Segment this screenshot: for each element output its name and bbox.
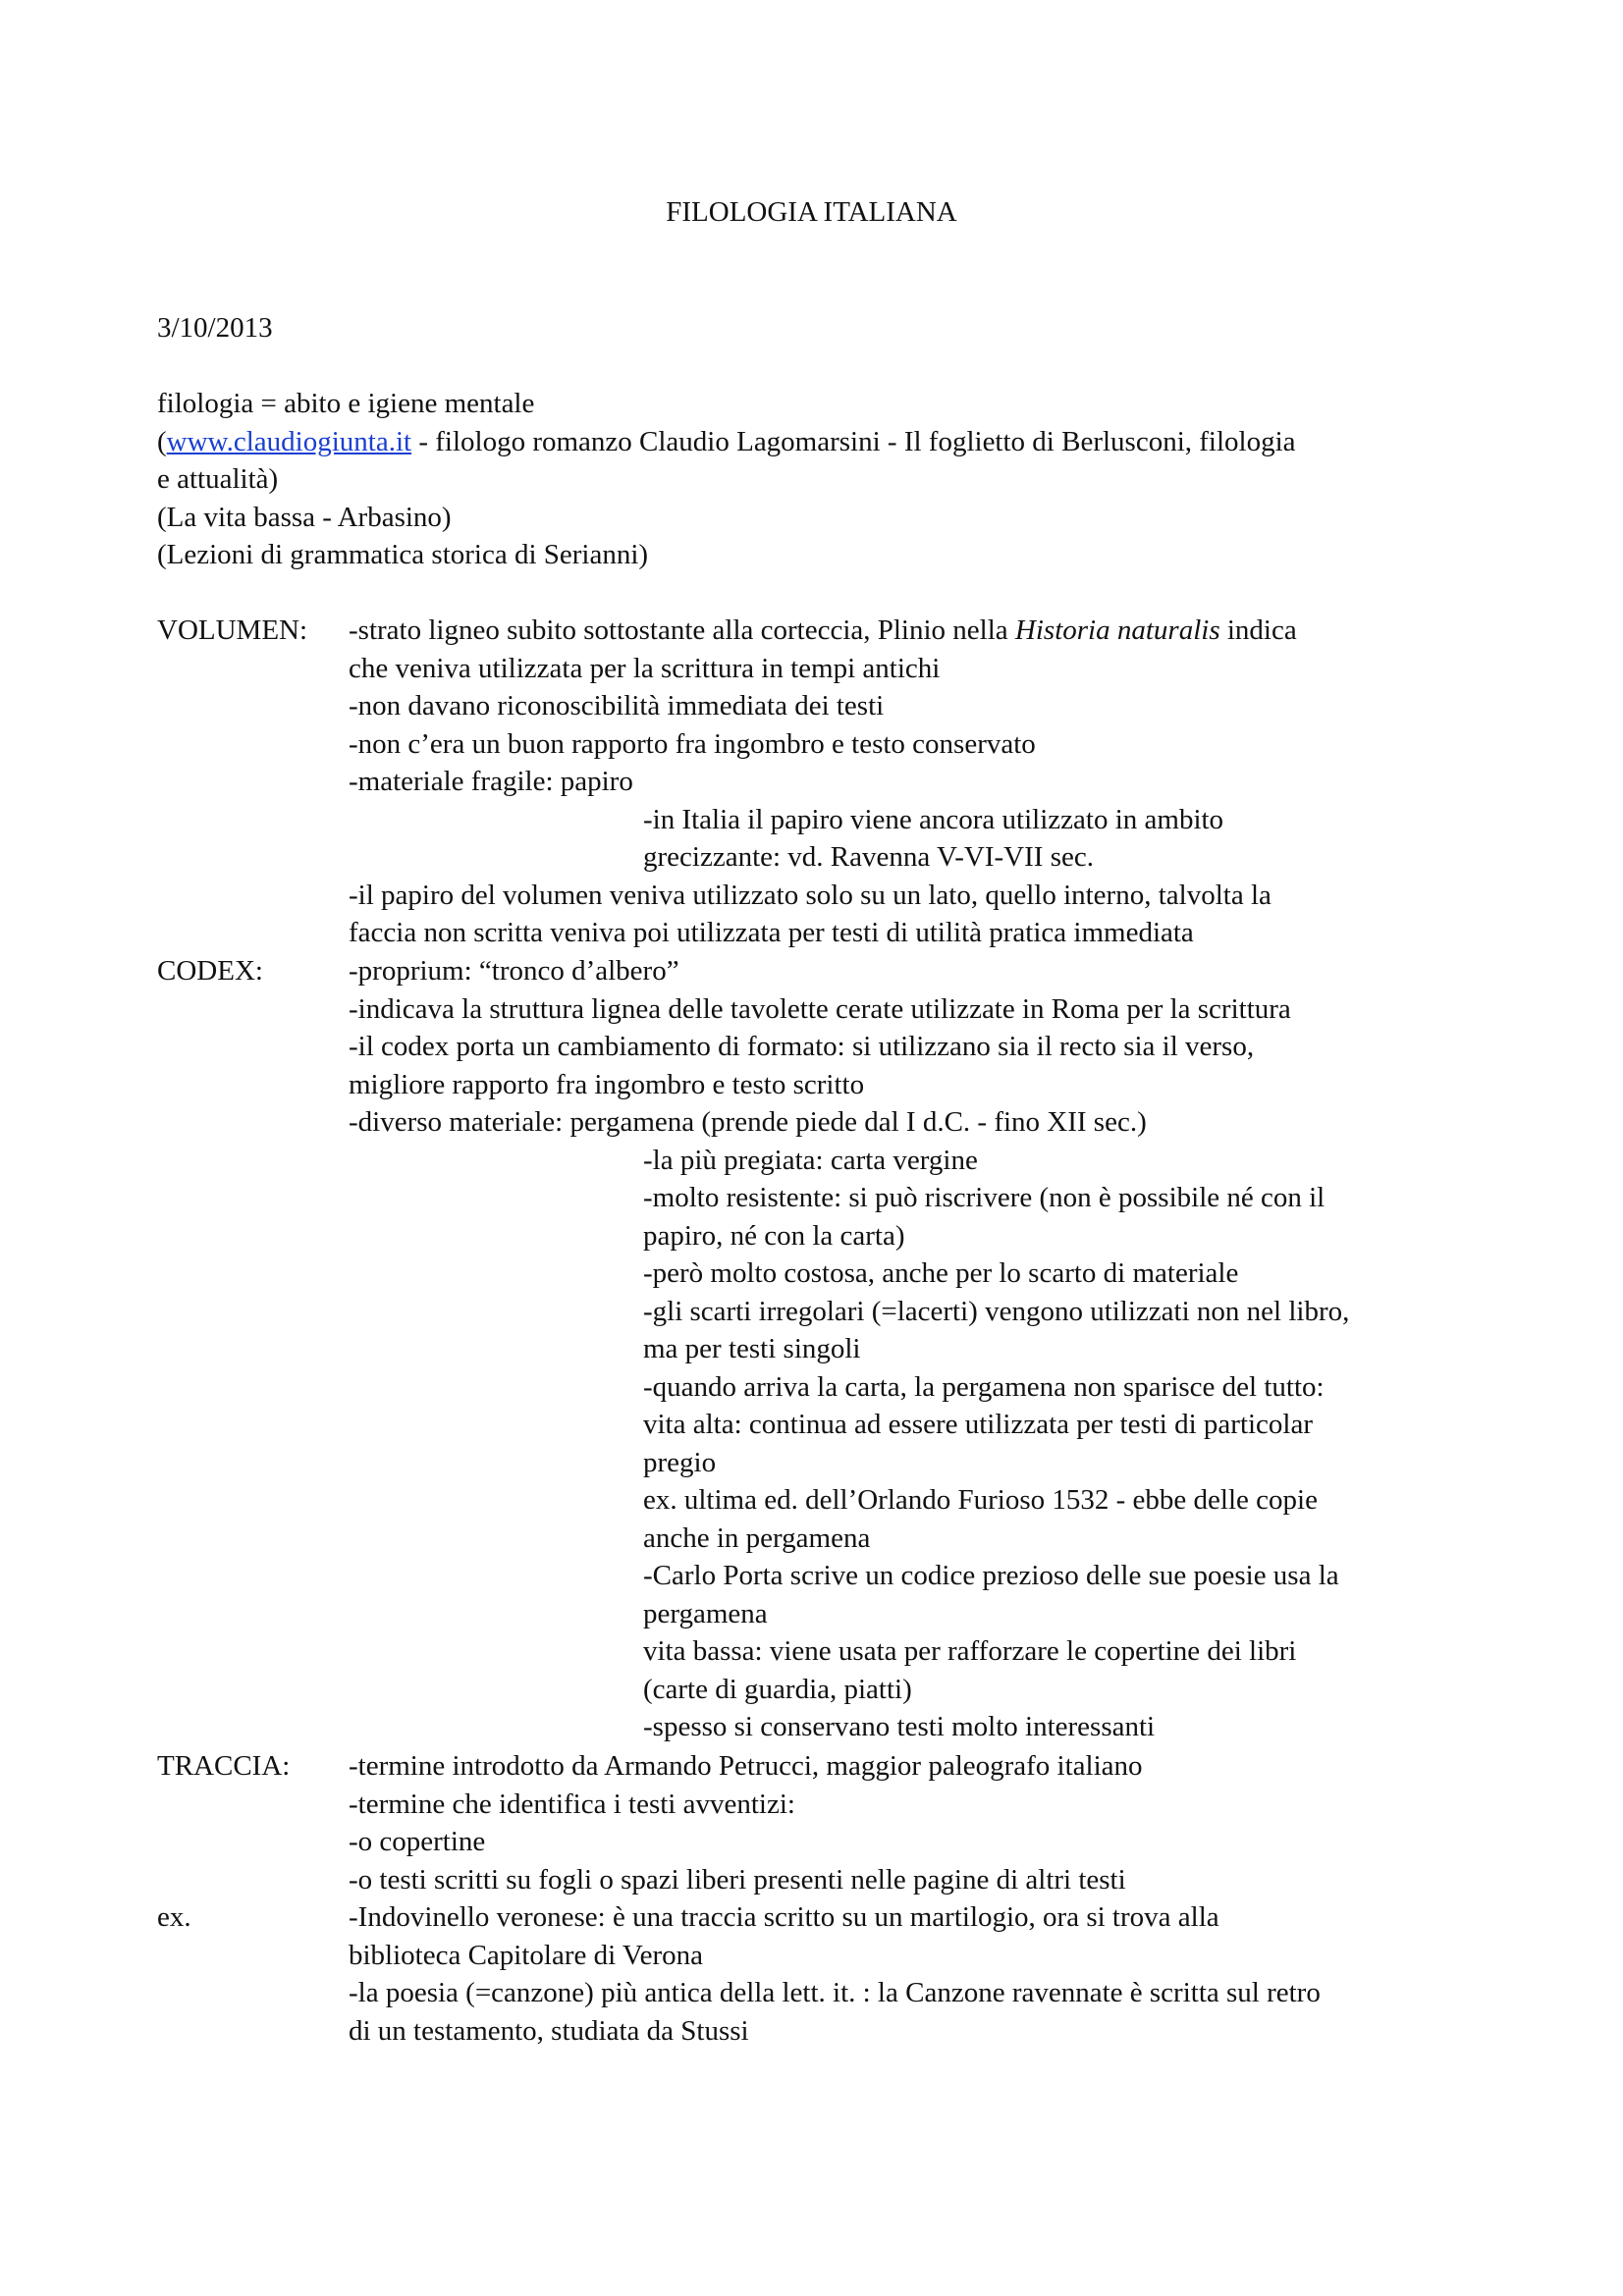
codex-sub-2 — [157, 1179, 1492, 1217]
intro-text-5: (Lezioni di grammatica storica di Serianni) — [157, 539, 649, 570]
traccia-text: -termine che identifica i testi avventizi: — [349, 1788, 795, 1820]
codex-text: migliore rapporto fra ingombro e testo scritto — [349, 1068, 865, 1100]
volumen-line-5 — [157, 763, 1492, 801]
codex-subtext: -gli scarti irregolari (=lacerti) vengono utilizzati non nel libro, — [643, 1295, 1350, 1327]
volumen-subtext: grecizzante: vd. Ravenna V-VI-VII sec. — [643, 841, 1094, 873]
examples-text: di un testamento, studiata da Stussi — [349, 2014, 749, 2047]
volumen-line-9 — [157, 914, 1492, 952]
codex-subtext: (carte di guardia, piatti) — [643, 1673, 912, 1705]
codex-text: -il codex porta un cambiamento di formato: si utilizzano sia il recto sia il verso, — [349, 1031, 1255, 1062]
examples-term: ex. — [157, 1901, 191, 1933]
open-paren: ( — [157, 425, 167, 457]
codex-sub-1 — [157, 1142, 1492, 1180]
codex-subtext: vita alta: continua ad essere utilizzata per testi di particolar — [643, 1409, 1314, 1440]
volumen-text: -il papiro del volumen veniva utilizzato solo su un lato, quello interno, talvolta la — [349, 879, 1271, 911]
codex-sub-10 — [157, 1481, 1492, 1520]
website-link[interactable]: www.claudiogiunta.it — [166, 425, 412, 457]
codex-section — [157, 952, 1492, 1746]
traccia-term: TRACCIA: — [157, 1750, 291, 1782]
codex-sub-14 — [157, 1632, 1492, 1671]
volumen-text: indica — [1219, 614, 1297, 646]
examples-line-4 — [157, 2012, 1492, 2051]
traccia-section — [157, 1747, 1492, 1898]
intro-line-5 — [157, 536, 1492, 574]
traccia-line-2 — [157, 1786, 1492, 1824]
intro-line-2 — [157, 423, 1492, 461]
codex-sub-4 — [157, 1255, 1492, 1293]
codex-line-4 — [157, 1066, 1492, 1104]
date-text: 3/10/2013 — [157, 312, 273, 344]
codex-term: CODEX: — [157, 955, 263, 987]
codex-subtext: -quando arriva la carta, la pergamena non sparisce del tutto: — [643, 1370, 1325, 1403]
codex-line-5 — [157, 1103, 1492, 1142]
volumen-line-1 — [157, 612, 1492, 650]
codex-subtext: vita bassa: viene usata per rafforzare le copertine dei libri — [643, 1635, 1297, 1667]
intro-block — [157, 385, 1492, 574]
codex-sub-3 — [157, 1217, 1492, 1255]
volumen-line-8 — [157, 877, 1492, 915]
volumen-line-2 — [157, 650, 1492, 688]
volumen-text: -materiale fragile: papiro — [349, 766, 633, 797]
codex-subtext: -molto resistente: si può riscrivere (non è possibile né con il — [643, 1182, 1325, 1213]
volumen-line-3 — [157, 687, 1492, 725]
codex-subtext: -però molto costosa, anche per lo scarto di materiale — [643, 1257, 1239, 1289]
page-title: FILOLOGIA ITALIANA — [666, 196, 957, 228]
volumen-term: VOLUMEN: — [157, 614, 308, 646]
examples-section — [157, 1898, 1492, 2050]
examples-line-3 — [157, 1974, 1492, 2012]
traccia-line-4 — [157, 1861, 1492, 1899]
codex-sub-9 — [157, 1444, 1492, 1482]
traccia-line-1 — [157, 1747, 1492, 1786]
codex-sub-5 — [157, 1293, 1492, 1331]
codex-line-1 — [157, 952, 1492, 990]
codex-sub-7 — [157, 1368, 1492, 1407]
intro-text-4: (La vita bassa - Arbasino) — [157, 501, 452, 533]
volumen-text: -strato ligneo subito sottostante alla corteccia, Plinio nella — [349, 614, 1015, 646]
codex-subtext: anche in pergamena — [643, 1522, 871, 1554]
date-line — [157, 309, 1492, 347]
intro-text-3: e attualità) — [157, 463, 279, 495]
intro-line-3 — [157, 460, 1492, 499]
examples-line-2 — [157, 1937, 1492, 1975]
codex-sub-16 — [157, 1708, 1492, 1746]
volumen-text: -non davano riconoscibilità immediata dei testi — [349, 690, 885, 721]
volumen-text: faccia non scritta veniva poi utilizzata per testi di utilità pratica immediata — [349, 917, 1194, 948]
codex-text: -indicava la struttura lignea delle tavolette cerate utilizzate in Roma per la scrittura — [349, 992, 1291, 1025]
traccia-text: -termine introdotto da Armando Petrucci, maggior paleografo italiano — [349, 1750, 1143, 1782]
codex-text: -diverso materiale: pergamena (prende piede dal I d.C. - fino XII sec.) — [349, 1106, 1147, 1138]
codex-subtext: pregio — [643, 1446, 717, 1478]
volumen-line-7 — [157, 838, 1492, 877]
examples-text: biblioteca Capitolare di Verona — [349, 1939, 704, 1971]
codex-subtext: papiro, né con la carta) — [643, 1219, 905, 1252]
codex-subtext: pergamena — [643, 1597, 768, 1629]
intro-line-1 — [157, 385, 1492, 423]
codex-sub-8 — [157, 1406, 1492, 1444]
codex-line-2 — [157, 990, 1492, 1029]
volumen-text: -non c’era un buon rapporto fra ingombro e testo conservato — [349, 727, 1036, 760]
intro-text-2: - filologo romanzo Claudio Lagomarsini - Il foglietto di Berlusconi, filologia — [411, 425, 1296, 457]
codex-sub-12 — [157, 1557, 1492, 1595]
codex-subtext: ex. ultima ed. dell’Orlando Furioso 1532 - ebbe delle copie — [643, 1484, 1318, 1516]
codex-subtext: -spesso si conservano testi molto interessanti — [643, 1711, 1156, 1742]
codex-sub-13 — [157, 1595, 1492, 1633]
codex-line-3 — [157, 1028, 1492, 1066]
volumen-text: che veniva utilizzata per la scrittura in tempi antichi — [349, 652, 941, 684]
historia-naturalis: Historia naturalis — [1014, 614, 1220, 646]
codex-sub-15 — [157, 1671, 1492, 1709]
traccia-text: -o copertine — [349, 1826, 486, 1857]
traccia-line-3 — [157, 1823, 1492, 1861]
examples-line-1 — [157, 1898, 1492, 1937]
traccia-text: -o testi scritti su fogli o spazi liberi presenti nelle pagine di altri testi — [349, 1863, 1126, 1896]
codex-sub-11 — [157, 1520, 1492, 1558]
intro-line-4 — [157, 499, 1492, 537]
codex-subtext: -la più pregiata: carta vergine — [643, 1144, 978, 1176]
volumen-section — [157, 612, 1492, 952]
codex-text: -proprium: “tronco d’albero” — [349, 955, 679, 987]
examples-text: -Indovinello veronese: è una traccia scritto su un martilogio, ora si trova alla — [349, 1901, 1219, 1933]
volumen-line-4 — [157, 725, 1492, 764]
codex-subtext: -Carlo Porta scrive un codice prezioso delle sue poesie usa la — [643, 1560, 1339, 1591]
intro-text-1: filologia = abito e igiene mentale — [157, 388, 535, 419]
codex-subtext: ma per testi singoli — [643, 1333, 861, 1364]
volumen-line-6 — [157, 801, 1492, 839]
volumen-subtext: -in Italia il papiro viene ancora utilizzato in ambito — [643, 803, 1224, 835]
codex-sub-6 — [157, 1330, 1492, 1368]
examples-text: -la poesia (=canzone) più antica della lett. it. : la Canzone ravennate è scritta sul retro — [349, 1977, 1321, 2008]
date-block — [157, 309, 1492, 347]
